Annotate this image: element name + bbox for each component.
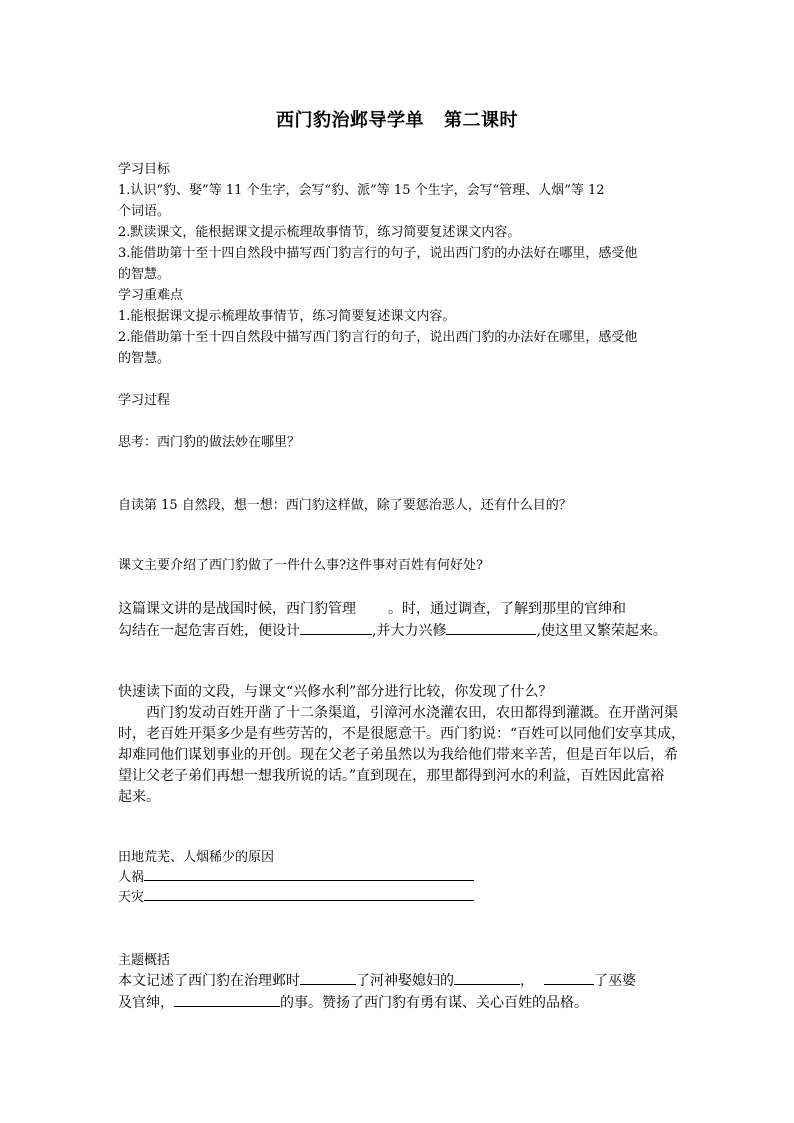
- theme-line-1-text-c: ，: [520, 973, 534, 989]
- passage-line-1: 西门豹发动百姓开凿了十二条渠道，引漳河水浇灌农田，农田都得到灌溉。在开凿河渠: [146, 705, 678, 721]
- theme-blank-4[interactable]: [174, 994, 280, 1007]
- theme-line-2-text-b: 的事。赞扬了西门豹有勇有谋、关心百姓的品格。: [280, 995, 588, 1011]
- theme-line-1-text-d: 了巫婆: [594, 973, 636, 989]
- theme-heading: 主题概括: [118, 953, 171, 968]
- fill-line-2: [118, 622, 667, 641]
- cause-human-row: [118, 868, 474, 887]
- objective-1-line-2: 个词语。: [118, 204, 171, 219]
- theme-line-2-text-a: 及官绅，: [118, 995, 174, 1011]
- fill-blank-plan[interactable]: [300, 622, 372, 635]
- title-sub: 第二课时: [444, 110, 518, 131]
- passage-line-2: 时，老百姓开渠多少是有些劳苦的，不是很愿意干。西门豹说：“百姓可以同他们安享其成，: [118, 726, 686, 742]
- theme-line-2: [118, 994, 588, 1013]
- theme-blank-1[interactable]: [300, 972, 356, 985]
- theme-line-1-text-b: 了河神娶媳妇的: [356, 973, 454, 989]
- question-2: 自读第 15 自然段，想一想：西门豹这样做，除了要惩治恶人，还有什么目的？: [118, 498, 572, 513]
- fill-line-2-text-c: ,使这里又繁荣起来。: [536, 623, 667, 639]
- passage-line-5: 起来。: [118, 789, 160, 805]
- page-title: [0, 106, 794, 132]
- title-main: 西门豹治邺导学单: [276, 110, 424, 131]
- objective-2: 2.默读课文，能根据课文提示梳理故事情节，练习简要复述课文内容。: [118, 225, 521, 240]
- key-point-2-line-2: 的智慧。: [118, 351, 171, 366]
- cause-human-label: 人祸: [118, 870, 145, 885]
- compare-prompt: 快速读下面的文段，与课文“兴修水利”部分进行比较，你发现了什么？: [118, 684, 553, 700]
- cause-human-blank[interactable]: [144, 868, 474, 881]
- fill-blank-build[interactable]: [446, 622, 536, 635]
- cause-natural-label: 天灾: [118, 890, 145, 905]
- process-heading: 学习过程: [118, 393, 171, 408]
- fill-line-2-text-b: ,并大力兴修: [372, 623, 447, 639]
- fill-line-1-text-a: 这篇课文讲的是战国时候，西门豹管理: [118, 601, 356, 617]
- fill-line-1: [118, 600, 626, 619]
- theme-line-1-text-a: 本文记述了西门豹在治理邺时: [118, 973, 300, 989]
- theme-blank-3[interactable]: [544, 972, 594, 985]
- passage-line-4: 望让父老子弟们再想一想我所说的话。”直到现在，那里都得到河水的利益，百姓因此富裕: [118, 768, 665, 784]
- theme-line-1: [118, 972, 636, 991]
- key-point-2-line-1: 2.能借助第十至十四自然段中描写西门豹言行的句子，说出西门豹的办法好在哪里，感受他: [118, 330, 638, 345]
- objectives-heading: 学习目标: [118, 162, 171, 177]
- objective-3-line-1: 3.能借助第十至十四自然段中描写西门豹言行的句子，说出西门豹的办法好在哪里，感受他: [118, 246, 638, 261]
- question-3: 课文主要介绍了西门豹做了一件什么事?这件事对百姓有何好处?: [118, 558, 483, 573]
- fill-line-2-text-a: 勾结在一起危害百姓，便设计: [118, 623, 300, 639]
- objective-3-line-2: 的智慧。: [118, 267, 171, 282]
- passage-line-3: 却难同他们谋划事业的开创。现在父老子弟虽然以为我给他们带来辛苦，但是百年以后，希: [118, 747, 678, 763]
- question-1: 思考：西门豹的做法妙在哪里？: [118, 435, 301, 450]
- key-point-1: 1.能根据课文提示梳理故事情节，练习简要复述课文内容。: [118, 309, 456, 324]
- theme-blank-2[interactable]: [454, 972, 520, 985]
- fill-line-1-text-b: 。时，通过调查，了解到那里的官绅和: [388, 601, 626, 617]
- objective-1-line-1: 1.认识“豹、娶”等 11 个生字，会写“豹、派”等 15 个生字，会写“管理、人烟”等 12: [118, 183, 605, 198]
- key-points-heading: 学习重难点: [118, 288, 184, 303]
- cause-natural-blank[interactable]: [144, 888, 474, 901]
- cause-natural-row: [118, 888, 474, 907]
- causes-heading: 田地荒芜、人烟稀少的原因: [118, 850, 275, 865]
